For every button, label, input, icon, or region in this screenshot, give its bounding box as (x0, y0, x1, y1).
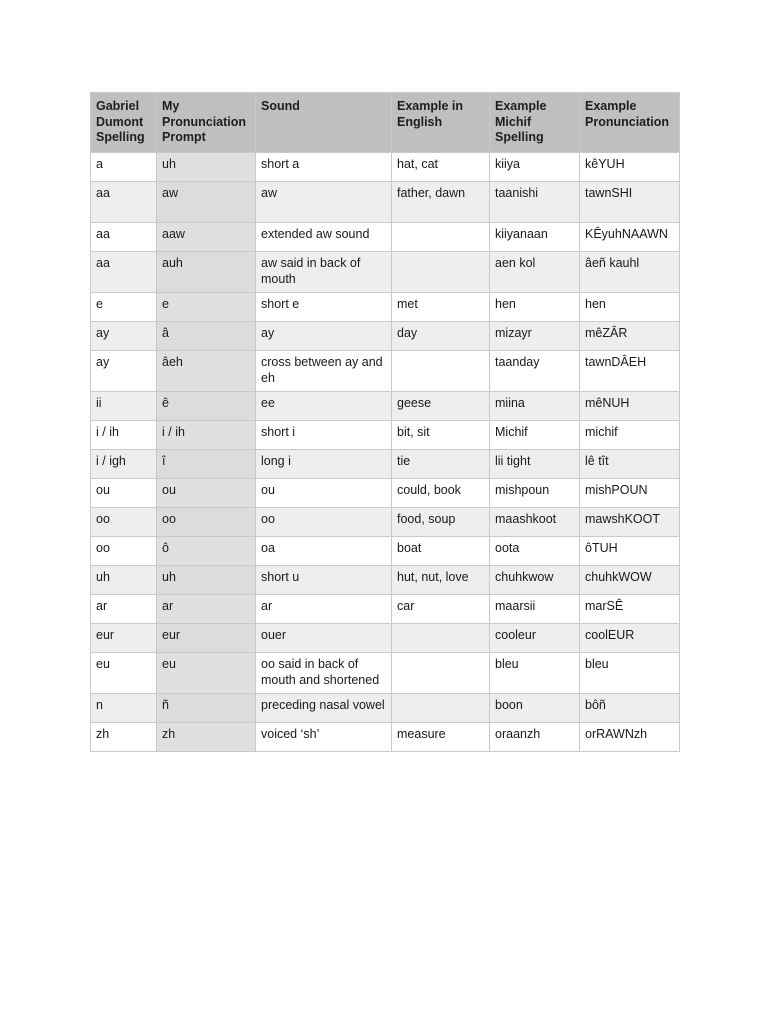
cell-pronunciation: KÊyuhNAAWN (580, 223, 680, 252)
table-row (91, 566, 680, 595)
cell-michif: kiiyanaan (490, 223, 580, 252)
cell-michif: taanday (490, 351, 580, 392)
cell-prompt: ar (157, 595, 256, 624)
cell-spelling: uh (91, 566, 157, 595)
table-row (91, 392, 680, 421)
cell-spelling: n (91, 694, 157, 723)
cell-pronunciation: ôTUH (580, 537, 680, 566)
cell-pronunciation: âeñ kauhl (580, 252, 680, 293)
cell-sound: oo said in back of mouth and shortened (256, 653, 392, 694)
cell-pronunciation: kêYUH (580, 153, 680, 182)
cell-prompt: e (157, 293, 256, 322)
cell-prompt: eu (157, 653, 256, 694)
cell-prompt: î (157, 450, 256, 479)
cell-michif: oraanzh (490, 723, 580, 752)
cell-pronunciation: lê tît (580, 450, 680, 479)
cell-michif: mishpoun (490, 479, 580, 508)
cell-prompt: aw (157, 182, 256, 223)
cell-sound: ar (256, 595, 392, 624)
cell-pronunciation: bôñ (580, 694, 680, 723)
cell-prompt: eur (157, 624, 256, 653)
table-row (91, 723, 680, 752)
cell-pronunciation: michif (580, 421, 680, 450)
table-row (91, 252, 680, 293)
table-row (91, 450, 680, 479)
cell-english: met (392, 293, 490, 322)
cell-michif: miina (490, 392, 580, 421)
cell-prompt: ê (157, 392, 256, 421)
header-example-english: Example in English (392, 93, 490, 153)
table-row (91, 653, 680, 694)
cell-spelling: oo (91, 537, 157, 566)
cell-pronunciation: coolEUR (580, 624, 680, 653)
cell-english: father, dawn (392, 182, 490, 223)
cell-sound: short i (256, 421, 392, 450)
cell-sound: aw said in back of mouth (256, 252, 392, 293)
table-row (91, 223, 680, 252)
cell-spelling: zh (91, 723, 157, 752)
cell-spelling: i / igh (91, 450, 157, 479)
cell-sound: oa (256, 537, 392, 566)
cell-prompt: i / ih (157, 421, 256, 450)
table-row (91, 421, 680, 450)
cell-spelling: ay (91, 322, 157, 351)
cell-prompt: uh (157, 153, 256, 182)
table-row (91, 694, 680, 723)
cell-english: day (392, 322, 490, 351)
cell-michif: boon (490, 694, 580, 723)
cell-pronunciation: orRAWNzh (580, 723, 680, 752)
cell-michif: maarsii (490, 595, 580, 624)
header-gabriel-dumont-spelling: Gabriel Dumont Spelling (91, 93, 157, 153)
cell-sound: aw (256, 182, 392, 223)
table-row (91, 351, 680, 392)
cell-michif: maashkoot (490, 508, 580, 537)
table-header (91, 93, 680, 153)
cell-spelling: oo (91, 508, 157, 537)
cell-pronunciation: mêZÂR (580, 322, 680, 351)
cell-spelling: eu (91, 653, 157, 694)
cell-michif: cooleur (490, 624, 580, 653)
cell-prompt: auh (157, 252, 256, 293)
table-row (91, 182, 680, 223)
header-example-michif-spelling: Example Michif Spelling (490, 93, 580, 153)
cell-english: hut, nut, love (392, 566, 490, 595)
cell-english: geese (392, 392, 490, 421)
cell-spelling: ar (91, 595, 157, 624)
table-row (91, 153, 680, 182)
cell-spelling: aa (91, 182, 157, 223)
cell-sound: cross between ay and eh (256, 351, 392, 392)
cell-pronunciation: mawshKOOT (580, 508, 680, 537)
cell-sound: ouer (256, 624, 392, 653)
table-row (91, 624, 680, 653)
cell-prompt: â (157, 322, 256, 351)
cell-pronunciation: chuhkWOW (580, 566, 680, 595)
cell-english: food, soup (392, 508, 490, 537)
table-row (91, 322, 680, 351)
header-row (91, 93, 680, 153)
cell-sound: ee (256, 392, 392, 421)
cell-sound: short e (256, 293, 392, 322)
cell-spelling: eur (91, 624, 157, 653)
cell-english: bit, sit (392, 421, 490, 450)
header-example-pronunciation: Example Pronunciation (580, 93, 680, 153)
cell-sound: long i (256, 450, 392, 479)
cell-english (392, 223, 490, 252)
table-row (91, 537, 680, 566)
cell-michif: chuhkwow (490, 566, 580, 595)
cell-spelling: a (91, 153, 157, 182)
cell-english (392, 694, 490, 723)
cell-michif: Michif (490, 421, 580, 450)
header-sound: Sound (256, 93, 392, 153)
cell-pronunciation: tawnSHI (580, 182, 680, 223)
cell-sound: extended aw sound (256, 223, 392, 252)
cell-sound: short a (256, 153, 392, 182)
cell-prompt: zh (157, 723, 256, 752)
cell-english: measure (392, 723, 490, 752)
cell-spelling: ou (91, 479, 157, 508)
cell-sound: ay (256, 322, 392, 351)
header-pronunciation-prompt: My Pronunciation Prompt (157, 93, 256, 153)
cell-prompt: ou (157, 479, 256, 508)
cell-pronunciation: tawnDÂEH (580, 351, 680, 392)
cell-pronunciation: mêNUH (580, 392, 680, 421)
cell-michif: mizayr (490, 322, 580, 351)
cell-spelling: ii (91, 392, 157, 421)
table-row (91, 293, 680, 322)
cell-english (392, 624, 490, 653)
cell-prompt: ô (157, 537, 256, 566)
cell-michif: oota (490, 537, 580, 566)
cell-pronunciation: bleu (580, 653, 680, 694)
cell-michif: hen (490, 293, 580, 322)
cell-sound: ou (256, 479, 392, 508)
cell-english: tie (392, 450, 490, 479)
cell-pronunciation: mishPOUN (580, 479, 680, 508)
cell-spelling: i / ih (91, 421, 157, 450)
cell-sound: preceding nasal vowel (256, 694, 392, 723)
cell-english: hat, cat (392, 153, 490, 182)
table-row (91, 479, 680, 508)
cell-spelling: ay (91, 351, 157, 392)
cell-english: boat (392, 537, 490, 566)
cell-prompt: ñ (157, 694, 256, 723)
cell-english (392, 252, 490, 293)
cell-michif: taanishi (490, 182, 580, 223)
cell-prompt: âeh (157, 351, 256, 392)
cell-prompt: oo (157, 508, 256, 537)
pronunciation-table (90, 92, 680, 752)
cell-pronunciation: marSÊ (580, 595, 680, 624)
table-row (91, 595, 680, 624)
cell-spelling: aa (91, 223, 157, 252)
cell-prompt: aaw (157, 223, 256, 252)
cell-michif: aen kol (490, 252, 580, 293)
cell-english (392, 653, 490, 694)
cell-spelling: e (91, 293, 157, 322)
cell-english (392, 351, 490, 392)
cell-sound: short u (256, 566, 392, 595)
cell-michif: lii tight (490, 450, 580, 479)
cell-english: car (392, 595, 490, 624)
cell-spelling: aa (91, 252, 157, 293)
cell-michif: bleu (490, 653, 580, 694)
cell-prompt: uh (157, 566, 256, 595)
cell-sound: oo (256, 508, 392, 537)
cell-sound: voiced ‘sh’ (256, 723, 392, 752)
table-body (91, 153, 680, 752)
cell-pronunciation: hen (580, 293, 680, 322)
cell-english: could, book (392, 479, 490, 508)
cell-michif: kiiya (490, 153, 580, 182)
table-row (91, 508, 680, 537)
